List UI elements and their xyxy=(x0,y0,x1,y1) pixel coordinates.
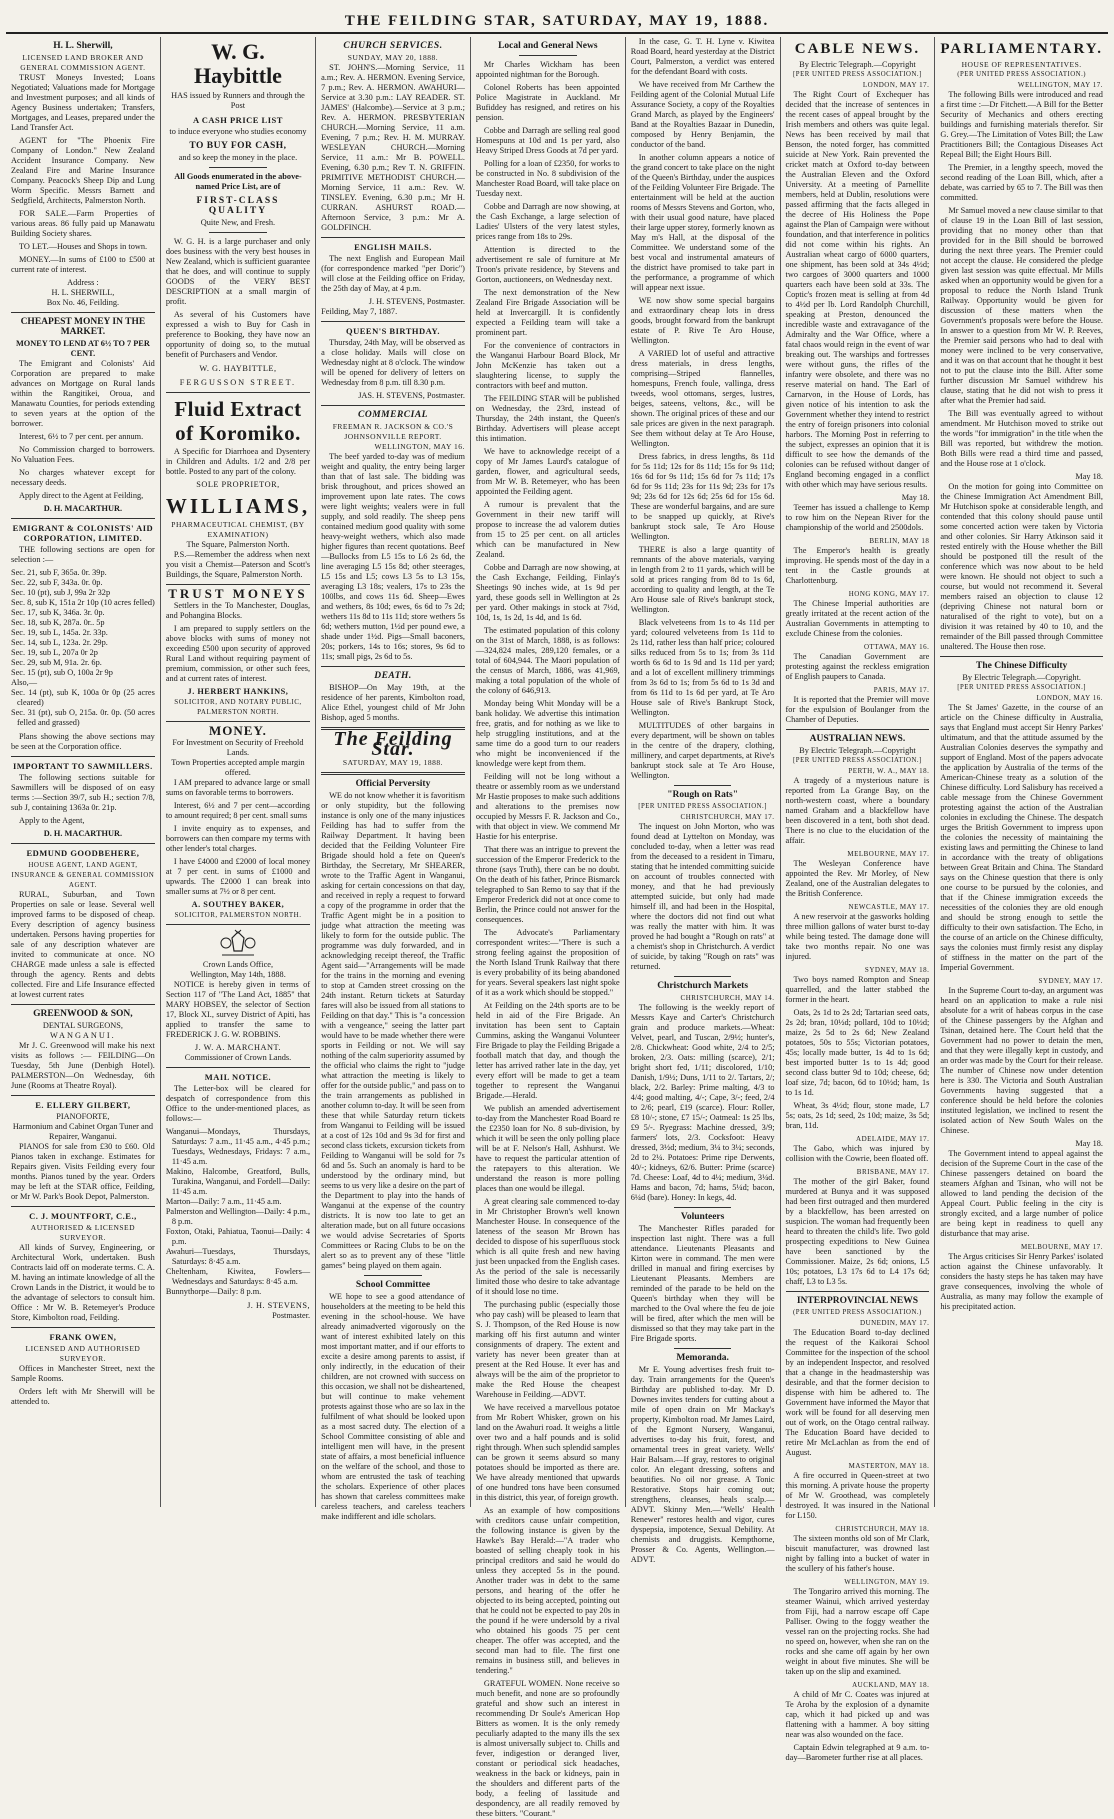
haybittle-induce: to induce everyone who studies economy xyxy=(169,127,307,136)
cheap-lend: MONEY TO LEND AT 6½ TO 7 PER CENT. xyxy=(15,339,150,358)
saw-apply: Apply to the Agent, xyxy=(19,816,85,825)
trust-text1: Settlers in the To Manchester, Douglas, and Pohangina Blocks. xyxy=(165,601,311,620)
news-item: Black velveteens from 1s to 4s 11d per yard; coloured velveteens from 1s 11d to 2s 11d, rather less than half price; coloured silks reduced from 5s to 1s; from 3s 11d worth 6s 6d to 1s 9d and 1s 11d per yard; and a lot of excellent millinery trimmings from 3s 6d to 1s; from 5s 6d to 1s 3d and from 6s 11d to 1s 6d per yard, at Te Aro House sale of Rive's Bankrupt Stock, Wellington. xyxy=(630,618,775,717)
greenwood-text: Mr J. C. Greenwood will make his next visits as follows :— FEILDING—On Tuesday, 5th June (Denbigh Hotel). PALMERSTON—On Wednesday, 6th June (Rooms at Theatre Royal). xyxy=(11,1041,155,1090)
list-item: Awahuri—Tuesdays, Thursdays, Saturdays: 8·45 a.m. xyxy=(165,1247,311,1266)
divider xyxy=(11,1004,155,1005)
news-item: In the case, G. T. H. Lyne v. Kiwitea Road Board, heard yesterday at the District Court, Palmerston, a verdict was entered for the defendant Board with costs. xyxy=(630,37,775,76)
williams-ps: P.S.—Remember the address when next you visit a Chemist—Paterson and Scott's Buildings, the Square, Palmerston North. xyxy=(165,550,311,579)
williams-address: The Square, Palmerston North. xyxy=(186,540,290,549)
rats-text: The inquest on John Morton, who was found dead at Lyttelton on Monday, was concluded to-day, when a letter was read from the deceased to a resident in Timaru, stating that he intended committing suicide on account of troubles connected with money, and that he had previously attempted suicide, but only had made himself ill, and had been in the Hospital, where the doctors did not find out what was really the matter with him. It was proved he had bought a "Rough on rats" at a chemist's shop in Christchurch. A verdict of suicide, by taking "Rough on rats" was returned. xyxy=(630,822,775,971)
haybittle-text1: W. G. H. is a large purchaser and only does business with the very best houses in New Zealand, which is sufficient guarantee that he does, and will continue to supply GOODS of the VERY BEST DESCRIPTION at a small margin of profit. xyxy=(165,237,311,306)
haybittle-list: A CASH PRICE LIST xyxy=(192,115,283,125)
divider xyxy=(519,55,577,56)
inter-auckland-text: A child of Mr C. Coates was injured at Te Aroha by the explosion of a dynamite cap, which it had picked up and was flattening with a hammer. A boy sitting near was also wounded on the face. xyxy=(785,1690,930,1739)
mail-signature: J. H. STEVENS, xyxy=(247,1301,311,1310)
divider xyxy=(11,843,155,844)
inter-chch-text: The sixteen months old son of Mr Clark, biscuit manufacturer, was drowned last night by falling into a bucket of water in the scullery of his father's house. xyxy=(785,1534,930,1573)
news-item: We publish an amended advertisement to-day from the Manchester Road Board re the £2350 loan for No. 8 sub-division, by which it will be seen the only polling place will be at F. Nelson's Hall, Ashhurst. We have to request the particular attention of the ratepayers to this alteration. We understand the reason is more polling places than one would be illegal. xyxy=(475,1104,620,1193)
parl-house: HOUSE OF REPRESENTATIVES. xyxy=(961,60,1082,69)
local-heading: Local and General News xyxy=(498,41,598,51)
aus-perth-dateline: PERTH, W. A., MAY 18. xyxy=(848,767,930,775)
koromiko-sole: SOLE PROPRIETOR, xyxy=(196,480,280,489)
inter-masterton-dateline: MASTERTON, MAY 18. xyxy=(848,1462,930,1470)
ottawa-text: The Canadian Government are protesting against the reckless emigration of English paupers to Canada. xyxy=(785,652,930,681)
inter-chch-dateline: CHRISTCHURCH, MAY 18. xyxy=(835,1525,930,1533)
death-text: BISHOP—On May 19th, at the residence of her parents, Kimbolton road, Alice Ethel, youngest child of Mr John Bishop, aged 5 months. xyxy=(321,683,465,722)
haybittle-goods: All Goods enumerated in the above-named Price List, are of xyxy=(174,172,302,191)
cable-text2: Teemer has issued a challenge to Kemp to row him on the Nepean River for the championship of the world and 2500dols. xyxy=(785,503,930,532)
mail-heading: MAIL NOTICE. xyxy=(204,1072,272,1082)
list-item: Cheltenham, Kiwitea, Fowlers—Wednesdays and Saturdays: 8·45 a.m. xyxy=(165,1267,311,1286)
news-item: Cobbe and Darragh are now showing, at the Cash Exchange, a large selection of Ladies' Ulsters of the very latest styles, prices range from 18s to 29s. xyxy=(475,202,620,241)
sydney-text: In the Supreme Court to-day, an argument was heard on an application to make a rule nisi absolute for a writ of habeas corpus in the case of the Chinese passengers by the Afghan and Tsinan, detained here. The Court held that the Government had no power to detain the men, and that they were illegally kept in custody, and an order was made by the Court for their release. The number of Chinese now under detention here is 330. The Victoria and South Australian Governments having suggested that a conference should be held before the colonies instituted legislation, we inclined to resent the isolated action of New South Wales on the Chinese. xyxy=(940,986,1103,1135)
divider xyxy=(166,392,310,393)
sydney-dateline: SYDNEY, MAY 17. xyxy=(1038,977,1103,985)
parl-text1: The following Bills were introduced and read a first time :—Dr Fitchett.—A Bill for the Better Security of Mechanics and others erecting buildings and furnishing materials therefor. Sir G. Grey.—The Limitation of Votes Bill; the Law Practitioners Bill; the Contagious Diseases Act Repeal Bill; the Eight Hours Bill. xyxy=(940,90,1103,159)
news-item: Mr Charles Wickham has been appointed nightman for the Borough. xyxy=(475,60,620,79)
trust-text2: I am prepared to supply settlers on the above blocks with sums of money not exceeding £500 upon security of approved Rural Land without requiring payment of premium, commission, or other such fees, and at current rates of interest. xyxy=(165,624,311,683)
divider xyxy=(209,167,267,168)
list-item: Sec. 19, sub L, 207a 0r 2p xyxy=(11,648,98,657)
list-item: Sec. 14, sub L, 123a. 2r. 29p. xyxy=(11,638,108,647)
news-item: The Advocate's Parliamentary correspondent writes:—"There is such a strong feeling against the proposition of the North Island Trunk Railway that there is every probability of its being abandoned for years. Several speakers last night spoke of it as a work which should be stopped." xyxy=(475,928,620,997)
divider xyxy=(166,584,310,585)
divider xyxy=(786,729,930,730)
aus-newcastle-dateline: NEWCASTLE, MAY 17. xyxy=(848,903,930,911)
inter-dunedin-text: The Education Board to-day declined the request of the Kaikorai School Committee for the inspection of the school by an independent Inspector, and resolved that a change in the headmastership was desirable, and that the former decision to dispense with him be adhered to. The Government have informed the Mayor that work will be found for all deserving men out of work, on the Otago central railway. The Education Board have decided to retire Mr McLachlan as from the end of August. xyxy=(785,1328,930,1457)
column-6 xyxy=(781,37,936,1762)
koromiko-text: A Specific for Diarrhoea and Dysentery in Children and Adults. 1/2 and 2/8 per bottle. Posted to any part of the colony. xyxy=(165,447,311,476)
chinese-dateline: LONDON, MAY 16. xyxy=(1036,694,1103,702)
parl-date: WELLINGTON, MAY 17. xyxy=(1017,81,1103,89)
list-item: Sec. 31 (pt), sub O, 215a. 0r. 0p. (50 acres felled and grassed) xyxy=(11,708,155,727)
divider xyxy=(674,1348,732,1349)
chinese-byline: By Electric Telegraph.—Copyright. xyxy=(962,673,1081,682)
hongkong-dateline: HONG KONG, MAY 17. xyxy=(848,590,930,598)
owen-orders: Orders left with Mr Sherwill will be attended to. xyxy=(11,1387,155,1406)
queens-text: Thursday, 24th May, will be observed as a close holiday. Mails will close on Wednesday night at 8 o'clock. The window will be opened for delivery of letters on Wednesday from 8 p.m. till 8.30 p.m. xyxy=(321,338,465,387)
gilbert-sub: Harmonium and Cabinet Organ Tuner and Repairer, Wanganui. xyxy=(12,1122,153,1141)
divider xyxy=(209,232,267,233)
goodbehere-name: EDMUND GOODBEHERE, xyxy=(26,848,140,858)
divider xyxy=(11,1327,155,1328)
news-item: A great clearing sale commenced to-day in Mr Christopher Brown's well known Manchester House. In consequence of the lateness of the season Mr Brown has decided to dispose of his superfluous stock which is all quite fresh and new having just been unpacked from the English cases. As the period of the sale is necessarily limited those who desire to take advantage of it should lose no time. xyxy=(475,1197,620,1296)
crown-signature-role: Commissioner of Crown Lands. xyxy=(184,1053,292,1062)
column-4 xyxy=(471,37,626,1818)
owen-text: Offices in Manchester Street, next the Sample Rooms. xyxy=(11,1364,155,1383)
memoranda-text: Mr E. Young advertises fresh fruit to-day. Train arrangements for the Queen's Birthday are published to-day. Mr D. Downes invites tenders for cutting about a mile of open drain on Mr Mackay's property, Kimbolton road. Mr James Laird, of the Egmont Nursery, Wanganui, advertises to-day his fruit, forest, and ornamental trees in great variety. Wells' Hair Balsam.—If gray, restores to original color. An elegant dressing, softens and beautifies. No oil nor grease. A Tonic Restorative. Stops hair coming out; strengthens, cleanses, heals scalp.—ADVT. Skinny Men.—"Wells' Health Renewer" restores health and vigor, cures dyspepsia, impotence, Sexual Debility. At chemists and druggists. Kempthorne, Prosser & Co. Agents, Wellington.—ADVT. xyxy=(630,1365,775,1564)
forsale-text: FOR SALE.—Farm Properties of various areas. 86 fully paid up Manawatu Building Society shares. xyxy=(11,209,155,238)
divider xyxy=(321,772,465,775)
aus-adelaide-dateline: ADELAIDE, MAY 17. xyxy=(856,1135,930,1143)
divider xyxy=(674,1207,732,1208)
divider xyxy=(166,924,310,925)
inter-masterton-text: A fire occurred in Queen-street at two this morning. A private house the property of Mr W. Groothead, was completely destroyed. It was insured in the National for L150. xyxy=(785,1471,930,1520)
volunteers-text: The Manchester Rifles paraded for inspection last night. There was a full attendance. Lieutenants Pleasants and Kirton were in command. The men were drilled in manual and firing exercises by Lieutenant Pleasants. Members are reminded of the parade to be held on the Queen's birthday when they will be marched to the Oval where the feu de joie will be fired, after which the men will be dismissed so that they may take part in the Fire Brigade sports. xyxy=(630,1224,775,1343)
sherwill-text: TRUST Moneys Invested; Loans Negotiated; Valuations made for Mortgage and Investment purposes; and all kinds of Agency Business undertaken; Transfers, Mortgages, and Leases, prepared under the Land Transfer Act. xyxy=(11,73,155,132)
markets-text: The following is the weekly report of Messrs Kaye and Carter's Christchurch grain and produce markets.—Wheat: Velvet, pearl, and Tuscan, 2/9½; hunter's, 2/8. Chickwheat: Good white, 2/4 to 2/5; broken, 2/3. Oats: milling (scarce), 2/1; bright short fed, 1/11; discolored, 1/10; Danish, 1/9½; Duns, 1/11 to 2/. Tartars, 2/; black, 2/2. Barley: Prime malting, 4/3 to 4/4; good malting, 4/-; Cape, 3/-; feed, 2/4 to 2/6; pearl, £19 (scarce). Flour: Roller, £8 10/-; stone, £7 15/-; Oatmeal: 1s 25 lbs, £9 5/-. Ryegrass: Machine dressed, 3/9; farmers' lots, 2/3. Cocksfoot: Heavy dressed, 3½d; medium, 3¼ to 3¼; seconds, 2d to 2¼. Potatoes: Prime ripe Derwents, 40/-; kidneys, 62/6. Butter: Prime (scarce) 7d. Cheese: Loaf, 4d to 4¼; medium, 3¼d. Hams and bacon, 7d; hams, 5¼d; bacon, 6¼d (bare). Honey: In kegs, 4d. xyxy=(630,1003,775,1202)
inter-weather: Captain Edwin telegraphed at 9 a.m. to-day—Barometer further rise at all places. xyxy=(785,1743,930,1762)
haybittle-issued: HAS issued by Runners and through the Post xyxy=(171,91,305,110)
crown-date: Wellington, May 14th, 1888. xyxy=(190,970,286,979)
list-item: Bunnythorpe—Daily: 8 p.m. xyxy=(165,1287,262,1296)
aus-brisbane-dateline: BRISBANE, MAY 17. xyxy=(856,1168,930,1176)
divider xyxy=(940,656,1103,657)
divider xyxy=(11,1206,155,1207)
list-item: Sec. 22, sub F, 343a. 0r. 0p. xyxy=(11,578,103,587)
commercial-heading: COMMERCIAL xyxy=(358,410,428,420)
mails-heading: ENGLISH MAILS. xyxy=(354,242,432,252)
money-interest: Interest, 6½ and 7 per cent—according to amount required; 8 per cent. small sums xyxy=(165,801,311,820)
hankins-role: SOLICITOR, AND NOTARY PUBLIC, PALMERSTON NORTH. xyxy=(174,698,302,716)
news-item: That there was an intrigue to prevent the succession of the Emperor Frederick to the throne (says Truth), there can be no doubt. On the death of his father, Prince Bismarck telegraphed to San Remo to say that if the Emperor Frederick did not at once come to Berlin, the Prince could not answer for the consequences. xyxy=(475,845,620,924)
cheap-apply: Apply direct to the Agent at Feilding, xyxy=(19,491,144,500)
cheap-signature: D. H. MACARTHUR. xyxy=(43,504,123,513)
divider xyxy=(166,721,310,722)
owen-name: FRANK OWEN, xyxy=(49,1332,117,1342)
divider xyxy=(786,1291,930,1292)
list-item: Sec. 15 (pt), sub O, 100a 2r 9p xyxy=(11,668,113,677)
williams-name: WILLIAMS, xyxy=(165,494,311,518)
columns xyxy=(6,37,1108,1818)
sydney-text2: The Government intend to appeal against the decision of the Supreme Court in the case of the Chinese passengers detained on board the steamers Afghan and Tsinan, who will not be allowed to land pending the decision of the Appeal Court. Public feeling in the city is strongly excited, and a large number of police are being kept in readiness to quell any disturbance that may arise. xyxy=(940,1149,1103,1238)
greenwood-role: DENTAL SURGEONS, xyxy=(42,1021,123,1030)
crown-signature: J. W. A. MARCHANT. xyxy=(194,1043,281,1052)
aus-byline: By Electric Telegraph.—Copyright xyxy=(799,746,916,755)
school-heading: School Committee xyxy=(355,1280,431,1290)
sherwill-name: H. L. Sherwill, xyxy=(53,41,113,51)
hongkong-text: The Chinese Imperial authorities are greatly irritated at the recent action of the Australian Governments in attempting to exclude Chinese from the colonies. xyxy=(785,599,930,638)
masthead-title: THE FEILDING STAR, SATURDAY, MAY 19, 1888. xyxy=(344,13,770,29)
list-item: Sec. 21, sub F, 365a. 0r. 39p. xyxy=(11,568,107,577)
inter-auckland-dateline: AUCKLAND, MAY 18. xyxy=(852,1681,930,1689)
eaco-heading: EMIGRANT & COLONISTS' AID CORPORATION, LIMITED. xyxy=(12,523,154,543)
mails-signature: J. H. STEVENS, Postmaster. xyxy=(368,297,465,306)
greenwood-name: GREENWOOD & SON, xyxy=(33,1009,133,1019)
money-4000: I have £4000 and £2000 of local money at 7 per cent. in sums of £1000 and upwards. The £2000 I can break into smaller sums at 7½ or 8 per cent. xyxy=(165,857,311,896)
news-item: Feilding will not be long without a theatre or assembly room as we understand Mr Hastie proposes to make such additions and alterations to the premises now occupied by Messrs F. R. Jackson and Co., with that object in view. We commend Mr Hastie for his enterprise. xyxy=(475,772,620,841)
haybittle-save: and so keep the money in the place. xyxy=(178,153,298,162)
melb-dateline: MELBOURNE, MAY 17. xyxy=(1020,1243,1103,1251)
commercial-text: The beef yarded to-day was of medium weight and quality, the entry being larger than that of last sale. The bidding was brisk throughout, and prices showed an improvement upon late rates. The cows were light weights; vealers were in full supply, and sold readily. The sheep pens contained medium good quality with some heavy-weight wethers, which also made higher figures than recent quotations. Beef—Bullocks from L5 15s to L6 2s 6d, the line averaging L5 15s 8d; other steerages, L5 15s and L5; cows L3 5s to L3 15s, averaging L3 18s; vealers, 17s to 23s the 100lbs, and cows 11s 6d. Sheep—Ewes and wethers, 8s 10d; ewes, 6s 6d to 7s 2d; wethers 11s 8d to 11s 11d; store wethers 5s 6d; wethers mutton, 1½d per pound ewe, a shade under 1½d. Pigs—Small baconers, 20s; porkers, 14s to 16s; stores, 9s 6d to 11s; small pigs, 2s 6d to 5s. xyxy=(321,452,465,661)
church-heading: CHURCH SERVICES. xyxy=(343,41,443,51)
cable-source: [PER UNITED PRESS ASSOCIATION.] xyxy=(793,71,922,78)
news-item: Polling for a loan of £2350, for works to be constructed in No. 8 subdivision of the Manchester Road Board, will take place on Tuesday next. xyxy=(475,159,620,198)
cable-dateline: LONDON, MAY 17. xyxy=(862,81,930,89)
eaco-section-list xyxy=(11,568,155,728)
parl-text2: The Premier, in a lengthy speech, moved the second reading of the Loan Bill, which, after a debate, was carried by 65 to 7. The Bill was then committed. xyxy=(940,163,1103,202)
list-item: Also,— xyxy=(11,678,38,687)
royal-crest-icon xyxy=(166,929,310,957)
gilbert-role: PIANOFORTE, xyxy=(56,1112,110,1121)
money-small: I AM prepared to advance large or small sums on favorable terms to borrowers. xyxy=(165,778,311,797)
berlin-dateline: BERLIN, MAY 18 xyxy=(869,537,930,545)
mail-text: The Letter-box will be cleared for despatch of correspondence from this Office to the under-mentioned places, as follows:— xyxy=(165,1084,311,1123)
news-item: A VARIED lot of useful and attractive dress materials, in dress lengths, comprising—Striped flannelles, homespuns, French foule, vallinga, dress tweeds, wool ottomans, serges, lustres, beiges, sateens, veltons, &c., will be shown. The original prices of these and our sale prices are given in the next paragraph. See them without delay at Te Aro House, Wellington. xyxy=(630,349,775,448)
commercial-date: WELLINGTON, MAY 16. xyxy=(374,442,465,451)
saw-signature: D. H. MACARTHUR. xyxy=(43,829,123,838)
column-3 xyxy=(316,37,471,1521)
column-2 xyxy=(161,37,316,1507)
column-7 xyxy=(935,37,1108,1507)
haybittle-text2: As several of his Customers have expressed a wish to Buy for Cash in preference to Booking, they have now an opportunity of doing so, to the mutual benefit of Purchasers and Vendor. xyxy=(165,310,311,359)
cheap-heading: CHEAPEST MONEY IN THE MARKET. xyxy=(20,317,146,337)
list-item: Sec. 10 (pt), sub J, 99a 2r 32p xyxy=(11,588,111,597)
church-text: ST. JOHN'S.—Morning Service, 11 a.m.; Rev. A. HERMON. Evening Service, 7 p.m.; Rev. A. HERMON. AWAHURI—Service at 3.30 p.m.: LAY READER. ST. JAMES' (Halcombe).—Service at 3 p.m.; Rev. A. HERMON. PRESBYTERIAN CHURCH.—Morning Service, 11 a.m. Evening, 7 p.m.; Rev. H. M. MURRAY. WESLEYAN CHURCH.—Morning Service, 11 a.m.: Mr B. POWELL. Evening, 6.30 p.m.; Rev T. N. GRIFFIN. PRIMITIVE METHODIST CHURCH.—Morning Service, 11 a.m.: Rev. W. TINSLEY. Evening, 6.30 p.m.; Mr H. CURRAN. ASHURST ROAD.—Afternoon Service, 3 p.m.: Mr A. GOLDFINCH. xyxy=(321,63,465,232)
trust-heading: TRUST MONEYS xyxy=(168,586,308,601)
address-name: H. L. SHERWILL, xyxy=(51,288,115,297)
gilbert-text: PIANOS for sale from £30 to £60. Old Pianos taken in exchange. Estimates for Repairs given. Visits Feilding every four months. Pianos tuned by the year. Orders may be left at the STAR office, Feilding, or Mr W. Park's Book Depot, Palmerston. xyxy=(11,1142,155,1201)
news-item: GRATEFUL WOMEN. None receive so much benefit, and none are so profoundly grateful and show such an interest in recommending Dr Soule's American Hop Bitters as women. It is the only remedy peculiarly adapted to the many ills the sex is almost universally subject to. Chills and fever, indigestion or deranged liver, constant or periodical sick headaches, weakness in the back or kidneys, pain in the shoulders and different parts of the body, a feeling of lassitude and despondency, are all readily removed by these bitters. "Courant." xyxy=(475,1679,620,1818)
commercial-sub: FREEMAN R. JACKSON & CO.'S JOHNSONVILLE REPORT. xyxy=(332,422,454,441)
news-item: THERE is also a large quantity of remnants of the above materials, varying in length from 2 to 11 yards, which will be sold at prices ranging from 8d to 1s 6d, according to quality and length, at the Te Aro House sale of Rive's bankrupt stock, Wellington. xyxy=(630,545,775,614)
money-text: For Investment on Security of Freehold Lands. xyxy=(172,738,304,757)
mails-text: The next English and European Mail (for correspondence marked "per Doric") will close at the Feilding office on Friday, the 25th day of May, at 4 p.m. xyxy=(321,254,465,293)
mountfort-name: C. J. MOUNTFORT, C.E., xyxy=(29,1211,137,1221)
divider xyxy=(11,756,155,757)
aus-source: [PER UNITED PRESS ASSOCIATION.] xyxy=(793,757,922,764)
saw-heading: IMPORTANT TO SAWMILLERS. xyxy=(13,761,153,771)
inter-dunedin-dateline: DUNEDIN, MAY 17. xyxy=(860,1319,930,1327)
aus-heading: AUSTRALIAN NEWS. xyxy=(809,734,906,744)
news-item: The purchasing public (especially those who pay cash) will be pleased to learn that S. J. Thompson, of the Red House is now marking off his first autumn and winter consignments of drapery. The extent and variety has never been greater than at present at the Red House. It ever has and always will be the aim of the proprietor to make the Red House the cheapest Warehouse in Feilding.—ADVT. xyxy=(475,1300,620,1399)
williams-role: PHARMACEUTICAL CHEMIST, (BY EXAMINATION) xyxy=(171,520,305,539)
aus-brisbane-text: The mother of the girl Baker, found murdered at Bunya and it was supposed had been first outraged and then murdered by a blackfellow, has been arrested on suspicion. The woman had frequently been heard to threaten the child's life. Two gold prospecting expeditions to New Guinea have been sanctioned by the Commissioner. Maize, 2s 6d; onions, L5 10s; potatoes, L3 17s 6d to L4 17s 6d; chaff, L3 to L3 5s. xyxy=(785,1177,930,1286)
baker-role: SOLICITOR, PALMERSTON NORTH. xyxy=(174,911,302,919)
aus-wheat: Wheat, 3s 4½d; flour, stone made, L7 5s; oats, 2s 1d; seed, 2s 10d; maize, 3s 5d; bran, 11d. xyxy=(785,1101,930,1130)
cheap-text: The Emigrant and Colonists' Aid Corporation are prepared to make advances on Mortgage on Rural lands within the Rangitikei, Oroua, and Manawatu Counties, for periods extending to seven years at the option of the borrower. xyxy=(11,359,155,428)
eaco-intro: THE following sections are open for selection :— xyxy=(11,545,155,564)
mail-signature-role: Postmaster. xyxy=(272,1311,311,1320)
mail-list xyxy=(166,1127,310,1297)
goodbehere-role: HOUSE AGENT, LAND AGENT, INSURANCE & GENERAL COMMISSION AGENT. xyxy=(11,861,155,889)
paris-dateline: PARIS, MAY 17. xyxy=(873,686,930,694)
list-item: Sec. 17, sub K, 346a. 3r. 0p. xyxy=(11,608,105,617)
rats-dateline: CHRISTCHURCH, MAY 17. xyxy=(680,813,775,821)
divider xyxy=(11,518,155,519)
list-item: Sec. 18, sub K, 287a. 0r.. 5p xyxy=(11,618,105,627)
column-5 xyxy=(626,37,781,1564)
aus-melb-text: The Wesleyan Conference have appointed the Rev. Mr Morley, of New Zealand, one of the Australian delegates to the British Conference. xyxy=(785,859,930,898)
inter-heading: INTERPROVINCIAL NEWS xyxy=(796,1296,919,1306)
chinese-source: [PER UNITED PRESS ASSOCIATION.] xyxy=(957,684,1087,691)
column-1 xyxy=(6,37,161,1507)
aus-prices: Oats, 2s 1d to 2s 2d; Tartarian seed oats, 2s 2d; bran, 10½d; pollard, 10d to 10½d; maize, 2s 5d to 2s 6d; New Zealand potatoes, 50s to 55s; Victorian potatoes, 45s; locally made butter, 1s 4d to 1s 6d; best imported butter 1s to 1s 4d; good second class butter 9d to 10d; cheese, 6d; loaf size, 7d; bacon, 6d to 10½d; ham, 1s to 1s 1d. xyxy=(785,1008,930,1097)
news-item: MULTITUDES of other bargains in every department, will be shown on tables in the centre of the drapery, clothing, millinery, and carpet departments, at Rive's bankrupt stock sale at Te Aro House, Wellington. xyxy=(630,721,775,780)
berlin-text: The Emperor's health is greatly improving. He spends most of the day in a tent in the Castle grounds at Charlottenburg. xyxy=(785,546,930,585)
eaco-plans: Plans showing the above sections may be seen at the Corporation office. xyxy=(11,732,155,751)
news-item: Attention is directed to the advertisement re sale of furniture at Mr Troon's private residence, by Stevens and Gorton, auctioneers, on Wednesday next. xyxy=(475,245,620,284)
list-item: Palmerston and Wellington—Daily: 4 p.m., 8 p.m. xyxy=(165,1207,311,1226)
news-item: The FEILDING STAR will be published on Wednesday, the 23rd, instead of Thursday, the 24th instant, the Queen's Birthday. Advertisers will please accept this intimation. xyxy=(475,394,620,443)
list-item: Foxton, Otaki, Pahiatua, Taonui—Daily: 4 p.m. xyxy=(165,1227,311,1246)
markets-dateline: CHRISTCHURCH, MAY 14. xyxy=(680,994,775,1002)
crown-office: Crown Lands Office, xyxy=(202,960,274,969)
inter-wellington-dateline: WELLINGTON, MAY 19. xyxy=(844,1578,930,1586)
news-item: Monday being Whit Monday will be a bank holiday. We advertise this intimation free, gratis, and for nothing as we like to help struggling institutions, and at the same time do a good turn to our readers who might be inconvenienced if the knowledge were kept from them. xyxy=(475,699,620,768)
ottawa-dateline: OTTAWA, MAY 16. xyxy=(863,643,930,651)
perversity-heading: Official Perversity xyxy=(355,779,431,789)
divider xyxy=(674,785,732,786)
chinese-text: The St James' Gazette, in the course of an article on the Chinese difficulty in Australia, says that England must accept Sir Henry Parkes' ultimatum, and that the attitude assumed by the Australian Colonies deserves the sympathy and support of England. Most of the papers advocate the application by Australia of the terms of the American-Chinese treaty as a solution of the Chinese difficulty. Lord Salisbury has received a cable message from the Chinese Government protesting against the action of the Australian colonies in excluding the Chinese. The despatch urges the British Government to impress upon the colonies the necessity of maintaining the existing laws and permitting the Chinese to land in accordance with the treaty of obligations between Great Britain and China. The Standard says on the Chinese question that there is only one course to be pursued by the colonies, and that if the Chinese immigration exceeds the necessities of the colonies they are old enough and should be strong enough to settle the difficulty to their own satisfaction. The Echo, in the course of an article on the Chinese difficulty, says the colonies must firmly resist any display of stiffness in the matter on the part of the Imperial Government. xyxy=(940,703,1103,972)
may18b: May 18. xyxy=(1075,1139,1103,1148)
cable-byline: By Electric Telegraph.—Copyright xyxy=(799,60,916,69)
crown-text: NOTICE is hereby given in terms of Section 117 of "The Land Act, 1885" that MARY HOBSEY, the selector of Section 17, Block XI., survey District of Apiti, has applied to transfer the same to FREDERICK J. G. W. ROBBINS. xyxy=(165,980,311,1039)
memoranda-heading: Memoranda. xyxy=(676,1353,729,1363)
inter-source: (PER UNITED PRESS ASSOCIATION.) xyxy=(793,1309,922,1316)
paris-text: It is reported that the Premier will move for the expulsion of Boulanger from the Chamber of Deputies. xyxy=(785,695,930,724)
melb-text: The Argus criticises Sir Henry Parkes' isolated action against the Chinese unfavorably. It considers the hasty steps he has taken may have grave consequences, involving the whole of Australia, as many may follow the example of his precipitated action. xyxy=(940,1252,1103,1311)
parl-may18: May 18. xyxy=(1075,472,1103,481)
list-item: Sec. 29, sub M, 91a. 2r. 6p. xyxy=(11,658,102,667)
queens-heading: QUEEN'S BIRTHDAY. xyxy=(345,326,441,336)
cable-heading: CABLE NEWS. xyxy=(794,41,921,57)
haybittle-name: W. G. Haybittle xyxy=(193,39,282,88)
cheap-interest: Interest, 6½ to 7 per cent. per annum. xyxy=(19,432,144,441)
aus-sydney-dateline: SYDNEY, MAY 18. xyxy=(864,966,930,974)
haybittle-street: FERGUSSON STREET. xyxy=(179,378,297,387)
baker-signature: A. SOUTHEY BAKER, xyxy=(191,900,285,909)
divider xyxy=(321,237,465,238)
school-text: WE hope to see a good attendance of householders at the meeting to be held this evening in the school-house. We have already animadverted vigorously on the want of interest exhibited lately on this most important matter, and if our efforts to excite a desire among parents to assist, if only indirectly, in the education of their children, are not crowned with success on this occasion, we shall not be disheartened, but will continue to make vehement protests against those who are so lax in the fulfilment of what should be looked upon as a most sacred duty. The election of a School Committee consisting of able and intelligent men will have, in the present state of affairs, a most beneficial influence on the welfare of the school, and those to whom are entrusted the task of teaching the scholars. Experience of other places has shown that careless committees make careless teachers, and careless teachers make indifferent and idle scholars. xyxy=(321,1292,465,1521)
rats-source: [PER UNITED PRESS ASSOCIATION.] xyxy=(638,803,768,810)
divider xyxy=(321,321,465,322)
news-item: For the convenience of contractors in the Wanganui Harbour Board Block, Mr John McKenzie has taken out a slaughtering license, to supply the contractors with beef and mutton. xyxy=(475,341,620,390)
cheap-nocomm: No Commission charged to borrowers. No Valuation Fees. xyxy=(11,445,155,464)
gilbert-name: E. ELLERY GILBERT, xyxy=(35,1100,131,1110)
cable-may18: May 18. xyxy=(901,493,930,502)
news-item: We have received a marvellous potatoe from Mr Robert Whisker, grown on his land on the Awahuri road. It weighs a little over two and a half pounds and is solid right through. When such splendid samples can be grown it seems absurd so many potatoes should be imported as there are. We have already mentioned that upwards of one hundred tons have been consumed in this district, this year, of foreign growth. xyxy=(475,1403,620,1502)
news-item: Dress fabrics, in dress lengths, 8s 11d for 5s 11d; 12s for 8s 11d; 15s for 9s 11d; 16s 6d for 9s 11d; 15s 6d for 7s 11d; 17s 6d for 9s 11d; 23s for 11s 9d; 23s for 17s 9d; 23s 6d for 12s 6d; 25s 6d for 15s 6d. These are wonderful bargains, and are sure to be snapped up quickly, at Rive's bankrupt stock sale, Te Aro House Wellington. xyxy=(630,452,775,541)
list-item: Sec. 19, sub L, 145a. 2r. 33p. xyxy=(11,628,108,637)
list-item: Wanganui—Mondays, Thursdays, Saturdays: 7 a.m., 11·45 a.m., 4·45 p.m.; Tuesdays, Wednesdays, Fridays: 7 a.m., 11·45 a.m. xyxy=(165,1127,311,1166)
news-item: At Feilding on the 24th sports are to be held in aid of the Fire Brigade. An invitation has been sent to Captain Cummins, asking the Wanganui Volunteer Fire Brigade to play the Feilding Brigade a football match that day, and though the letter has arrived rather late in the day, yet every effort will be made to get a team together to represent the Wanganui Brigade.—Herald. xyxy=(475,1001,620,1100)
markets-heading: Christchurch Markets xyxy=(657,981,749,991)
cable-text: The Right Court of Exchequer has decided that the increase of sentences in the recent cases of appeal brought by the Irish members and others was quite legal. News has been received by mail that Benson, the noted forger, has committed suicide at New York. Rain prevented the cricket match at Oxford to-day between the Australian Eleven and the Oxford University. At a meeting of Parnellite members, held at Dublin, resolutions were passed affirming that the facts alleged in the decree of His Holiness the Pope against the Plan of Campaign were without foundation, and that interference in politics did not come within his rights. An Australian wheat cargo of 6000 quarters, one shipment, has been sold at 34s 4½d; two cargoes of 3000 quarters and 1000 quarters each have been sold at 33s. The Coptic's frozen meat is selling at from 4d to 4½d per lb. Lord Randolph Churchill, speaking at Preston, denounced the incredible waste and extravagance of the Admiralty and the War Office, where a fatal chaos would reign in the event of war breaking out. The warships and fortresses were without guns, the rifles of the infantry were obsolete, and there was no reserve material on hand. The Earl of Carnarvon, in the House of Lords, has given notice of his intention to ask the Government whether they intend to restrict the entry of foreign prisoners into colonial harbors. The Morning Post in referring to the subject, expresses an opinion that it is difficult to see how the demands of the colonies can be refused without danger of England becoming engaged in a conflict with other which may have serious results. xyxy=(785,90,930,489)
news-item: The next demonstration of the New Zealand Fire Brigade Association will be held at Invercargill. It is confidently expected a Feilding team will take a prominent part. xyxy=(475,288,620,337)
aus-newcastle-text: A new reservoir at the gasworks holding three million gallons of water burst to-day while being tested. The damage done will take two months repair. No one was injured. xyxy=(785,912,930,961)
aus-perth-text: A tragedy of a mysterious nature is reported from La Grange Bay, on the north-western coast, where a boundary named Graham and a blackfellow have been discovered in a tent, both shot dead. There is no clue to the elucidation of the affair. xyxy=(785,776,930,845)
parl-text4: The Bill was eventually agreed to without amendment. Mr Hutchison moved to strike out the words "for immigration" in the title when the Bill was reported, but withdrew the motion. Both Bills were read a third time and passed, and the House rose at 1 o'clock. xyxy=(940,409,1103,468)
masthead xyxy=(6,4,1108,34)
koromiko-title: Fluid Extract of Koromiko. xyxy=(174,397,302,445)
address-label: Address : xyxy=(67,278,99,287)
aus-adelaide-text: The Gabo, which was injured by collision with the Cowrie, been floated off. xyxy=(785,1144,930,1163)
news-item: The estimated population of this colony on the 31st of March, 1888, is as follows:—324,824 males, 289,120 females, or a total of 604,944. The Maori population of the census of March, 1886, was 41,969, making a total population of the whole of the colony of 646,913. xyxy=(475,626,620,695)
divider xyxy=(364,1275,422,1276)
sherwill-role: LICENSED LAND BROKER AND GENERAL COMMISSION AGENT. xyxy=(20,53,146,72)
news-item: Colonel Roberts has been appointed Police Magistrate in Auckland. Mr Bufiddey has resigned, and retires on his pension. xyxy=(475,83,620,122)
divider xyxy=(321,405,465,406)
parl-text5: On the motion for going into Committee on the Chinese Immigration Act Amendment Bill, Mr Hutchison spoke at considerable length, and contended that this colony should pause until some concerted action were taken by Victoria and other colonies. Sir Harry Atkinson said it rested entirely with the House whether the Bill should be postponed till the result of the conference which was now about to be held were known. He should not object to such a course, but would not recommend it. Several members raised an objection to clause 12 (depriving Chinese not natural born or naturalised of the right to vote), but on a division it was retained by 40 to 10, and the remainder of the Bill passed through Committee unaltered. The House then rose. xyxy=(940,482,1103,651)
goodbehere-text: RURAL, Suburban, and Town Properties on sale or lease. Several well improved farms to be disposed of cheap. Every description of agency business undertaken. Persons having properties for sale of any description whatever are invited to communicate at once. NO CHARGE made unless a sale is effected through the agency. Rents and debts collected. Fire and Life Insurance effected at lowest current rates xyxy=(11,890,155,999)
aus-melb-dateline: MELBOURNE, MAY 17. xyxy=(847,850,930,858)
agent-text: AGENT for "The Phoenix Fire Company of London." New Zealand Accident Insurance Company. New Zealand Fire and Marine Insurance Company. Peacock's Sheep Dip and Lung Worm Specific. Messrs Barnett and Sedgfield, Architects, Palmerston North. xyxy=(11,136,155,205)
divider xyxy=(321,666,465,667)
divider xyxy=(674,976,732,977)
money-text: MONEY.—In sums of £100 to £500 at current rate of interest. xyxy=(11,255,155,274)
queens-signature: JAS. H. STEVENS, Postmaster. xyxy=(358,391,465,400)
money-town: Town Properties accepted ample margin offered. xyxy=(171,758,305,777)
address-box: Box No. 46, Feilding. xyxy=(46,298,120,307)
perversity-text: WE do not know whether it is favoritism or only stupidity, but the following instance is only one of the many injustices Feilding has had to suffer from the Railway Department. It having been decided that the Feilding Volunteer Fire Brigade should hold a fete on Queen's Birthday, the Secretary, Mr SHEARER, wrote to the Traffic Agent in Wanganui, asking for certain concessions on that day, and received in reply a request to forward a copy of the programme in order that the Traffic Agent might be in a position to judge what attraction the meeting was likely to form for the outside public. The programme was duly forwarded, and in acknowledging receipt thereof, the Traffic Agent said—"Arrangements will be made for the trains in the morning and evening to stop at Camden street crossing on the 24th instant. Return tickets at Saturday fares will also be issued from all stations to Feilding on that day." This is "a concession with a vengeance," seeing the latter part would have to be made whether there were sports in Feilding or not. We will say nothing of the calm superiority assumed by the official who claims the right to "judge what attraction the meeting is likely to offer for the outside public," and pass on to the train arrangements as published in another column to-day. It will be seen from these that while Saturday return tickets from Wanganui to Feilding will be issued at a cost of 12s 10d and 9s 3d for first and second class tickets, excursion tickets from Feilding to Wanganui will be sold for 7s 6d and 5s. Such an anomaly is hard to be understood by the ordinary mind, but seems to us very like a desire on the part of the Department to play into the hands of Wanganui at the expense of the country districts. It is now too late to get an alteration made, but on all future occasions we would advise Secretaries of Sports Committees or Racing Clubs to be on the alert so as to prevent any of these "little games" being played on them again. xyxy=(321,791,465,1270)
news-item: We have to acknowledge receipt of a copy of Mr James Laurd's catalogue of garden, flower, and agricultural seeds, from Mr W. B. Retemeyer, who has been appointed the Feilding agent. xyxy=(475,447,620,496)
list-item: Marton—Daily: 7 a.m., 11·45 a.m. xyxy=(165,1197,282,1206)
haybittle-buy: TO BUY FOR CASH, xyxy=(189,141,287,151)
news-item: Cobbe and Darragh are now showing, at the Cash Exchange, Feilding, Finlay's Sheetings 90 inches wide, at 1s 9d per yard, these goods sell in Wellington at 2s per yard. Other makings in stock at 7½d, 10d, 1s, 1s 2d, 1s 4d, and 1s 6d. xyxy=(475,563,620,622)
aus-sydney-text: Two boys named Rompton and Sneap quarrelled, and the latter stabbed the former in the heart. xyxy=(785,975,930,1004)
parl-source: (PER UNITED PRESS ASSOCIATION.) xyxy=(957,71,1087,78)
owen-role: LICENSED AND AUTHORISED SURVEYOR. xyxy=(25,1344,141,1363)
inter-wellington-text: The Tongariro arrived this morning. The steamer Wainui, which arrived yesterday from Fiji, had a narrow escape off Cape Palliser. Owing to the foggy weather the vessel ran on the projecting rocks. She had no speed on, however, when she ran on the rocks and she came off again by her own weight in about five minutes. She will be taken up on the slip and examined. xyxy=(785,1587,930,1676)
mountfort-role: AUTHORISED & LICENSED SURVEYOR. xyxy=(30,1223,136,1242)
hankins-signature: J. HERBERT HANKINS, xyxy=(187,687,289,696)
divider xyxy=(11,1095,155,1096)
mails-date: Feilding, May 7, 1887. xyxy=(321,307,398,316)
star-date: SATURDAY, MAY 19, 1888. xyxy=(342,758,444,767)
volunteers-heading: Volunteers xyxy=(680,1212,725,1222)
haybittle-quality: FIRST-CLASS QUALITY xyxy=(196,196,280,216)
news-item: Cobbe and Darragh are selling real good Homespuns at 10d and 1s per yard, also Heavy Striped Dress Goods at 7d per yard. xyxy=(475,126,620,155)
saw-text: The following sections suitable for Sawmillers will be disposed of on easy terms :—Section 39/7, sub H.; section 7/8, sub J, containing 1363a 0r. 21p. xyxy=(11,773,155,812)
church-date: SUNDAY, MAY 20, 1888. xyxy=(347,53,439,62)
news-item: We have received from Mr Carthew the Feilding agent of the Colonial Mutual Life Assurance Society, a copy of the Royalties Grand March, as played by the Engineers' Band at the Royalties Bazaar in Dunedin, composed by Henry Benjamin, the conductor of the band. xyxy=(630,80,775,149)
money-heading: MONEY. xyxy=(209,723,267,738)
news-item: In another column appears a notice of the grand concert to take place on the night of the Queen's Birthday, under the auspices of the Feilding Volunteer Fire Brigade. The entertainment will be held at the auction rooms of Messrs Stevens and Gorton, who, with their usual good nature, have placed their large upper storey, formerly known as May m's Hall, at the disposal of the Committee. We understand some of the best vocal and instrumental amateurs of the district have promised to take part in the performance, a programme of which will appear next issue. xyxy=(630,153,775,292)
list-item: Sec. 8, sub K, 151a 2r 10p (10 acres felled) xyxy=(11,598,155,607)
list-item: Makino, Halcombe, Greatford, Bulls, Turakina, Wanganui, and Fordell—Daily: 11·45 a.m. xyxy=(165,1167,311,1196)
rats-heading: "Rough on Rats" xyxy=(667,790,738,800)
money-invite: I invite enquiry as to expenses, and borrowers can then compare my terms with other lender's total charges. xyxy=(165,824,311,853)
list-item: Sec. 14 (pt), sub K, 100a 0r 0p (25 acres cleared) xyxy=(11,688,155,707)
haybittle-signature: W. G. HAYBITTLE, xyxy=(199,364,277,373)
divider xyxy=(11,312,155,313)
divider xyxy=(166,1067,310,1068)
haybittle-fresh: Quite New, and Fresh. xyxy=(200,218,276,227)
greenwood-town: WANGANUI. xyxy=(50,1031,116,1040)
death-heading: DEATH. xyxy=(374,671,412,681)
tolet-text: TO LET.—Houses and Shops in town. xyxy=(19,242,148,251)
news-item: As an example of how compositions with creditors cause unfair competition, the following instance is given by the Hawke's Bay Herald:—"A trader who boasted of selling cheaply took in his principal creditors and said he would do unless they accepted 5s in the pound. Another trader was in debt to the same persons, and hearing of the offer he objected to its being accepted, pointing out that he could not be expected to pay 20s in the pound if he were undersold by a rival who obtained his goods 75 per cent cheaper. The offer was accepted, and the second man had to file. The first one remains in business still, and believes in tendering." xyxy=(475,1506,620,1675)
parl-heading: PARLIAMENTARY. xyxy=(940,41,1103,57)
news-item: WE now show some special bargains and extraordinary cheap lots in dress goods, brought forward from the bankrupt estate of P. Rive Te Aro House, Wellington. xyxy=(630,296,775,345)
parl-text3: Mr Samuel moved a new clause similar to that of clause 19 in the Loan Bill of last session, providing that no money other than that provided for in the Bill should be borrowed during the next three years. The Premier could not accept the clause. He considered the pledge given last session was quite effectual. Mr Mills asked when an opportunity would be given for a proposal to reduce the North Island Trunk Railway. Opportunity would be given for discussion of these matters when the Government's proposals were before the House. In answer to a question from Mr W. P. Reeves, the Premier said persons who had to deal with money were inclined to be very conservative, and it was on that account that he thought it best not to put the clause into the Bill. After some further discussion Mr Samuel withdrew his clause, stating that he did not wish to press it after what the Premier had said. xyxy=(940,206,1103,405)
cheap-nocharge: No charges whatever except for necessary deeds. xyxy=(11,468,155,487)
news-item: A rumour is prevalent that the Government in their new tariff will propose to increase the ad valorem duties from 15 to 25 per cent. on all articles which can be manufactured in New Zealand. xyxy=(475,500,620,559)
mountfort-text: All kinds of Survey, Engineering, or Architectural Work, undertaken. Bush Contracts laid off on moderate terms. C. A. M. having an intimate knowledge of all the Crown Lands in the District, it would be to the advantage of selectors to consult him. Office : Mr W. B. Retemeyer's Produce Store, Kimbolton road, Feilding. xyxy=(11,1243,155,1322)
chinese-heading: The Chinese Difficulty xyxy=(976,661,1068,671)
star-title: The Feilding Star. xyxy=(333,728,453,760)
